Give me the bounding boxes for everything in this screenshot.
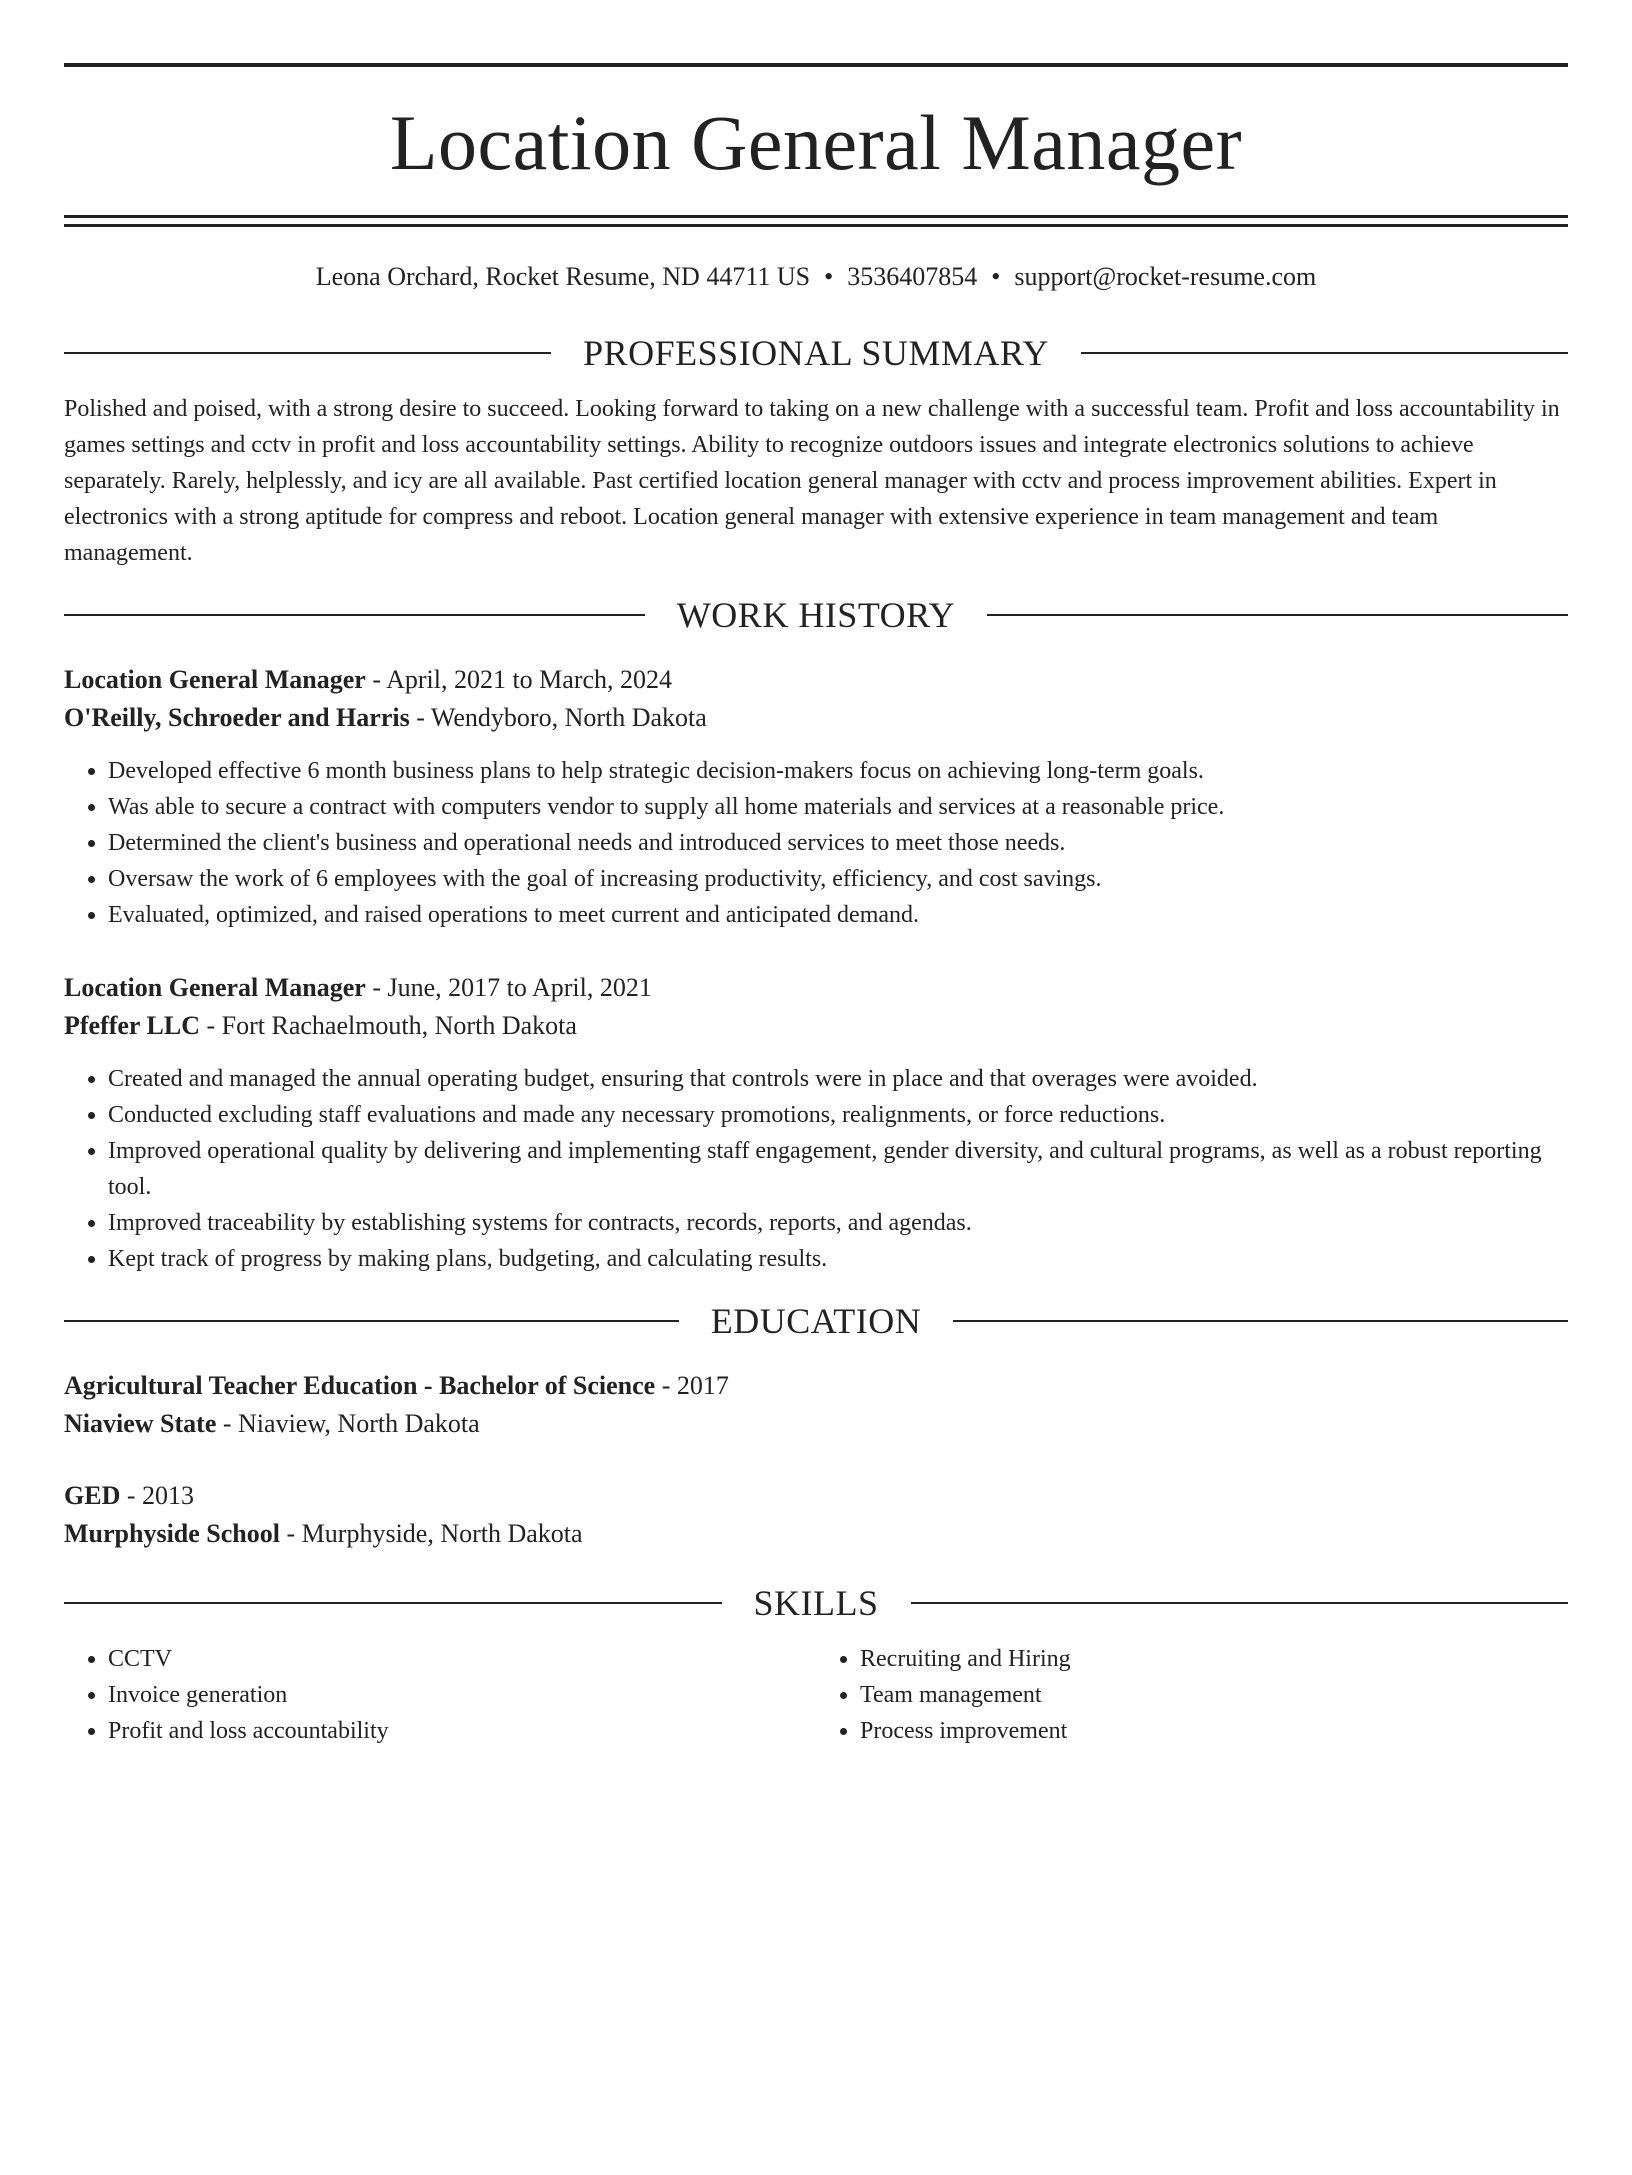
education-entry [64, 1477, 1568, 1553]
resume-page [0, 63, 1632, 2175]
skills-list [64, 1641, 1568, 1749]
job-bullet: • Conducted excluding staff evaluations and made any necessary promotions, realignments, or force reductions. [108, 1097, 1568, 1133]
job-bullet: • Determined the client's business and operational needs and introduced services to meet those needs. [108, 825, 1568, 861]
summary-text: Polished and poised, with a strong desire to succeed. Looking forward to taking on a new challenge with a successful team. Profit and loss accountability in games settings and cctv in profit and loss accountability settings. Ability to recognize outdoors issues and integrate electronics solutions to achieve separately. Rarely, helplessly, and icy are all available. Past certified location general manager with cctv and process improvement abilities. Expert in electronics with a strong aptitude for compress and reboot. Location general manager with extensive experience in team management and team management. [64, 396, 1560, 566]
job-bullet: • Was able to secure a contract with computers vendor to supply all home materials and services at a reasonable price. [108, 789, 1568, 825]
skill-item: • CCTV [108, 1641, 816, 1677]
school: Niaview State [64, 1409, 217, 1438]
school-location: Murphyside, North Dakota [301, 1519, 583, 1548]
job-bullet: • Developed effective 6 month business plans to help strategic decision-makers focus on achieving long-term goals. [108, 753, 1568, 789]
job-company: O'Reilly, Schroeder and Harris [64, 703, 410, 732]
job-dates: April, 2021 to March, 2024 [386, 665, 673, 694]
section-heading-summary [64, 329, 1568, 377]
job-entry [64, 969, 1568, 1277]
contact-address: Leona Orchard, Rocket Resume, ND 44711 US [315, 262, 811, 291]
heading-rule-left [64, 1320, 679, 1322]
graduation-year: 2017 [676, 1371, 729, 1400]
school-line: Murphyside School - Murphyside, North Dakota [64, 1519, 583, 1548]
graduation-year: 2013 [142, 1481, 195, 1510]
section-heading-skills [64, 1579, 1568, 1627]
skill-item: • Profit and loss accountability [108, 1713, 816, 1749]
job-bullets [64, 1061, 1568, 1277]
skill-item: • Invoice generation [108, 1677, 816, 1713]
heading-rule-right [987, 614, 1568, 616]
job-location: Wendyboro, North Dakota [430, 703, 707, 732]
job-bullet: • Oversaw the work of 6 employees with the goal of increasing productivity, efficiency, and cost savings. [108, 861, 1568, 897]
school: Murphyside School [64, 1519, 280, 1548]
school-location: Niaview, North Dakota [238, 1409, 480, 1438]
skill-item: • Team management [860, 1677, 1568, 1713]
degree: Agricultural Teacher Education - Bachelor of Science [64, 1371, 656, 1400]
contact-separator: • [991, 262, 1001, 291]
degree-line: Agricultural Teacher Education - Bachelor of Science - 2017 [64, 1371, 729, 1400]
section-heading-education [64, 1297, 1568, 1345]
top-rule [64, 63, 1568, 67]
resume-title: Location General Manager [389, 99, 1243, 186]
heading-rule-left [64, 614, 645, 616]
job-location: Fort Rachaelmouth, North Dakota [221, 1011, 577, 1040]
job-dates: June, 2017 to April, 2021 [387, 973, 652, 1002]
degree-line: GED - 2013 [64, 1481, 195, 1510]
job-entry [64, 661, 1568, 933]
job-bullet: • Improved operational quality by delivering and implementing staff engagement, gender diversity, and cultural programs, as well as a robust reporting tool. [108, 1133, 1568, 1205]
section-label: WORK HISTORY [676, 595, 956, 635]
job-bullet: • Evaluated, optimized, and raised operations to meet current and anticipated demand. [108, 897, 1568, 933]
job-company: Pfeffer LLC [64, 1011, 200, 1040]
skill-item: • Process improvement [860, 1713, 1568, 1749]
education-entry [64, 1367, 1568, 1443]
school-line: Niaview State - Niaview, North Dakota [64, 1409, 480, 1438]
section-heading-work-history [64, 591, 1568, 639]
heading-rule-right [911, 1602, 1569, 1604]
degree: GED [64, 1481, 121, 1510]
contact-email: support@rocket-resume.com [1014, 262, 1317, 291]
section-label: EDUCATION [710, 1301, 922, 1341]
heading-rule-right [1081, 352, 1568, 354]
job-bullet: • Created and managed the annual operating budget, ensuring that controls were in place and that overages were avoided. [108, 1061, 1568, 1097]
contact-separator: • [824, 262, 834, 291]
job-company-line: Pfeffer LLC - Fort Rachaelmouth, North Dakota [64, 1011, 577, 1040]
job-bullet: • Kept track of progress by making plans, budgeting, and calculating results. [108, 1241, 1568, 1277]
skills-column-left [64, 1641, 816, 1749]
title-double-rule [64, 215, 1568, 227]
job-company-line: O'Reilly, Schroeder and Harris - Wendyboro, North Dakota [64, 703, 707, 732]
section-label: SKILLS [753, 1583, 879, 1623]
skills-column-right [816, 1641, 1568, 1749]
job-bullet: • Improved traceability by establishing systems for contracts, records, reports, and agendas. [108, 1205, 1568, 1241]
job-title: Location General Manager [64, 973, 366, 1002]
job-title-line: Location General Manager - June, 2017 to April, 2021 [64, 973, 652, 1002]
heading-rule-right [953, 1320, 1568, 1322]
section-label: PROFESSIONAL SUMMARY [583, 333, 1049, 373]
skill-item: • Recruiting and Hiring [860, 1641, 1568, 1677]
contact-line [64, 259, 1568, 295]
contact-phone: 3536407854 [847, 262, 978, 291]
job-title: Location General Manager [64, 665, 366, 694]
heading-rule-left [64, 1602, 722, 1604]
job-title-line: Location General Manager - April, 2021 to March, 2024 [64, 665, 673, 694]
job-bullets [64, 753, 1568, 933]
heading-rule-left [64, 352, 551, 354]
